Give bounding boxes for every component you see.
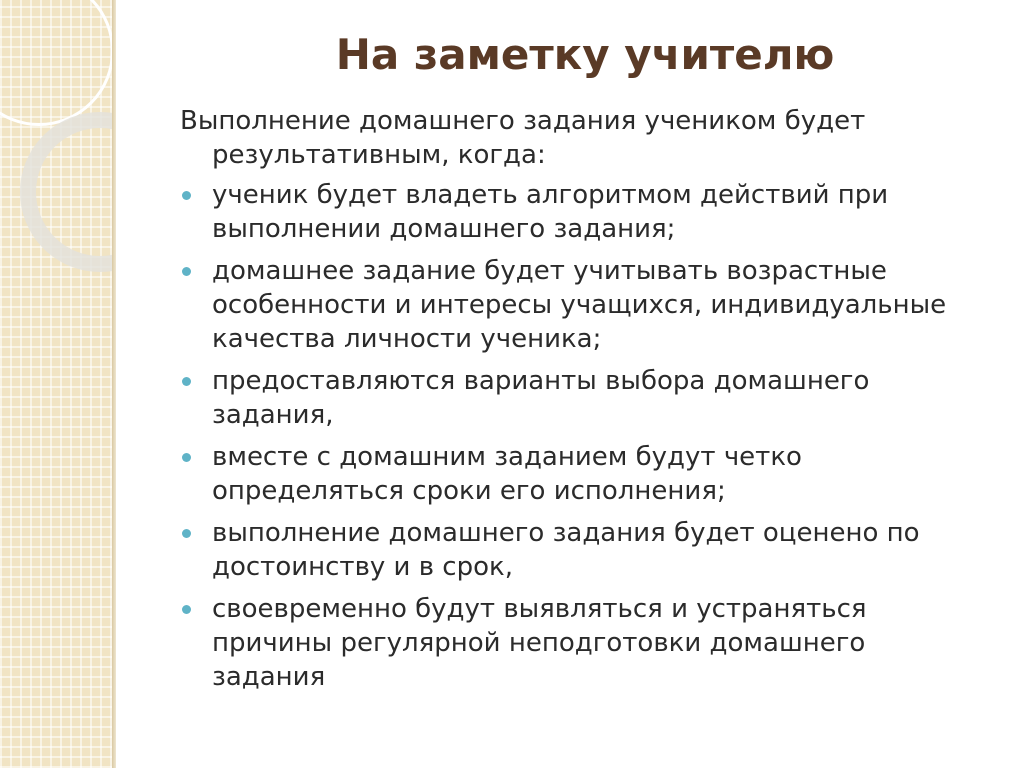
- list-item-text: вместе с домашним заданием будут четко определяться сроки его исполнения;: [212, 442, 802, 506]
- list-item: [180, 178, 970, 246]
- list-item-text: домашнее задание будет учитывать возрастные особенности и интересы учащихся, индивидуальные качества личности ученика;: [212, 256, 947, 354]
- bullet-dot-icon: [182, 529, 191, 538]
- intro-text: Выполнение домашнего задания учеником будет результативным, когда:: [180, 106, 866, 170]
- side-band-edge: [112, 0, 116, 768]
- list-item-text: ученик будет владеть алгоритмом действий при выполнении домашнего задания;: [212, 180, 889, 244]
- list-item: [180, 516, 970, 584]
- bullet-dot-icon: [182, 605, 191, 614]
- list-item-text: выполнение домашнего задания будет оценено по достоинству и в срок,: [212, 518, 920, 582]
- list-item-text: своевременно будут выявляться и устраняться причины регулярной неподготовки домашнего задания: [212, 594, 867, 692]
- bullet-dot-icon: [182, 267, 191, 276]
- bullet-list: [180, 178, 970, 694]
- decorative-side-band: [0, 0, 112, 768]
- list-item: [180, 440, 970, 508]
- list-item: [180, 364, 970, 432]
- bullet-dot-icon: [182, 453, 191, 462]
- list-item: [180, 592, 970, 694]
- list-item: [180, 254, 970, 356]
- bullet-dot-icon: [182, 377, 191, 386]
- bullet-dot-icon: [182, 191, 191, 200]
- list-item-text: предоставляются варианты выбора домашнего задания,: [212, 366, 870, 430]
- decorative-ring-icon: [20, 112, 112, 272]
- decorative-ring-icon: [0, 0, 112, 126]
- slide-content: [180, 104, 970, 702]
- slide-title: На заметку учителю: [335, 30, 835, 79]
